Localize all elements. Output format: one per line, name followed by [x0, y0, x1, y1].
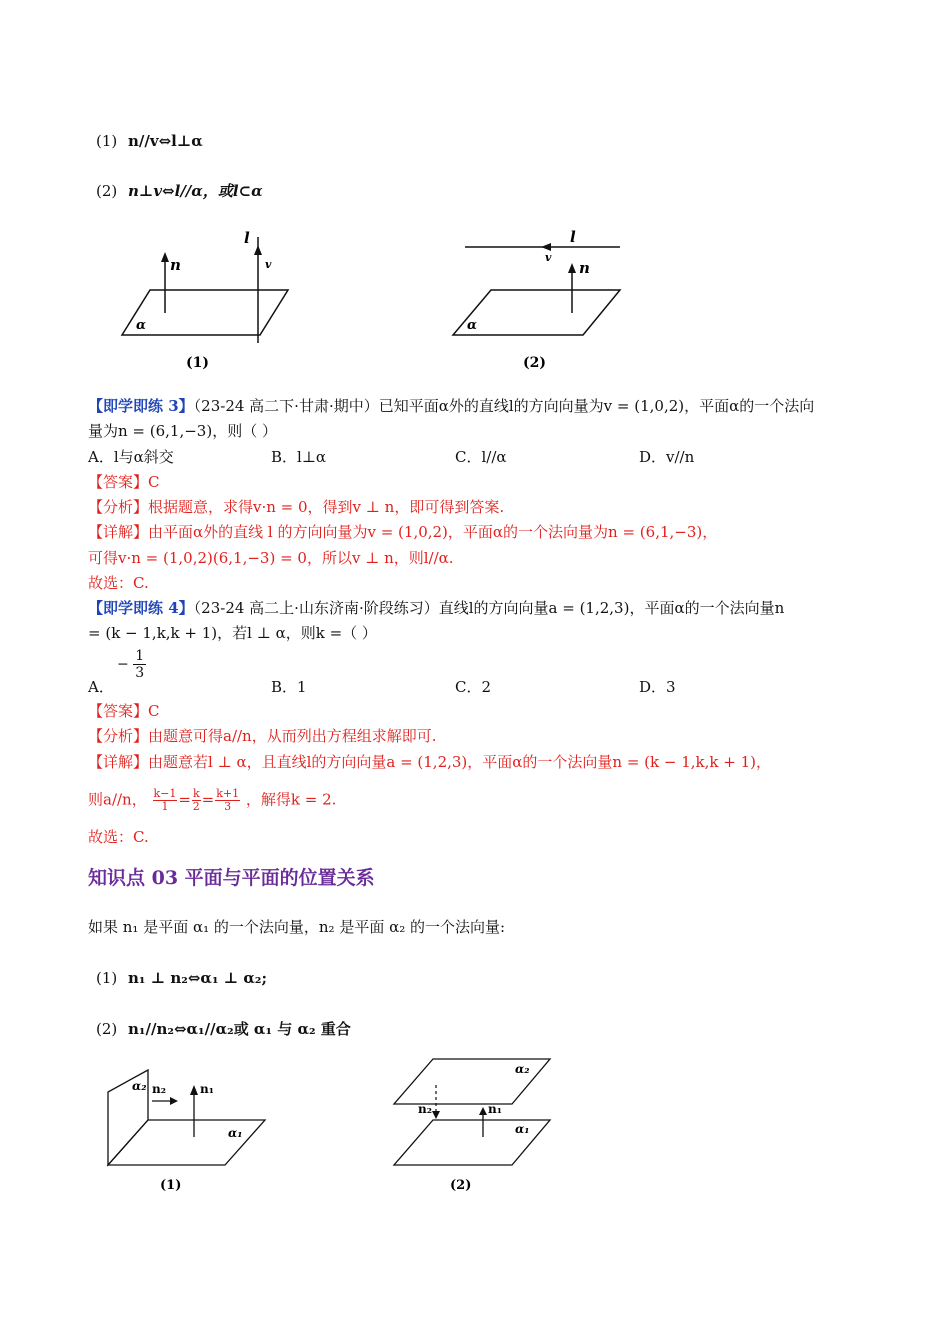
fig1-right-v-label: v: [545, 251, 552, 264]
fig2-left-a1-label: α₁: [228, 1126, 243, 1140]
q4-analysis: 【分析】由题意可得a//n，从而列出方程组求解即可.: [88, 727, 437, 745]
figure-line-plane-perpendicular: [110, 225, 310, 375]
q4-detail-suffix: ，解得k = 2.: [245, 790, 337, 809]
item-2-number: (2): [96, 182, 118, 200]
plane-item-2-text: n₁//n₂⇔α₁//α₂或 α₁ 与 α₂ 重合: [128, 1020, 351, 1038]
fig2-right-a2-label: α₂: [515, 1062, 530, 1076]
q4-fraction-3: [215, 788, 240, 813]
q4-fraction-1: [153, 788, 178, 813]
q3-tag: 【即学即练 3】: [88, 397, 194, 415]
fig1-right-caption: (2): [523, 355, 546, 371]
q4-detail-line-1: 【详解】由题意若l ⊥ α，且直线l的方向向量a = (1,2,3)，平面α的一个法向量n = (k − 1,k,k + 1)，: [88, 753, 771, 771]
q3-answer: 【答案】C: [88, 473, 160, 491]
q4-tag: 【即学即练 4】: [88, 599, 194, 617]
item-1-number: (1): [96, 132, 118, 150]
q4-detail-prefix: 则a//n，: [88, 790, 147, 809]
plane-item-2-number: (2): [96, 1020, 118, 1038]
q4-option-a-fraction: [117, 648, 146, 681]
q3-stem: 已知平面α外的直线l的方向向量为v = (1,0,2)，平面α的一个法向: [378, 397, 815, 415]
section-intro: 如果 n₁ 是平面 α₁ 的一个法向量，n₂ 是平面 α₂ 的一个法向量:: [88, 918, 506, 936]
fig2-right-caption: (2): [450, 1178, 472, 1193]
fig1-left-l-label: l: [244, 229, 250, 247]
item-2: [96, 181, 263, 201]
fig1-right-n-label: n: [579, 259, 590, 277]
q4-fraction-2-numerator: k: [192, 787, 200, 800]
q3-option-c: C．l//α: [455, 448, 507, 466]
q3-option-b: B．l⊥α: [271, 448, 327, 466]
item-2-text: n⊥v⇔l//α，或l⊂α: [128, 182, 263, 200]
q3-conclusion: 故选：C.: [88, 574, 149, 592]
fig2-left-caption: (1): [160, 1178, 182, 1193]
figure-planes-perpendicular: [100, 1065, 280, 1200]
q4-fraction-2-denominator: 2: [192, 800, 200, 813]
q3-stem-line-1: [88, 396, 814, 416]
q3-option-a: A．l与α斜交: [88, 448, 174, 466]
section-heading: 知识点 03 平面与平面的位置关系: [88, 867, 375, 889]
figure-planes-parallel: [390, 1055, 560, 1200]
q4-option-c: C．2: [455, 678, 492, 696]
q4-option-b: B．1: [271, 678, 307, 696]
fig2-left-n2-label: n₂: [152, 1082, 166, 1096]
q4-stem: 直线l的方向向量a = (1,2,3)，平面α的一个法向量n: [438, 599, 785, 617]
fig1-left-alpha-label: α: [136, 318, 147, 333]
item-1-text: n//v⇔l⊥α: [128, 132, 203, 150]
q4-option-d: D．3: [639, 678, 676, 696]
item-1: [96, 131, 203, 151]
figure-line-plane-parallel: [445, 225, 645, 375]
q4-stem-line-1: [88, 598, 784, 618]
q3-source: （23-24 高二下·甘肃·期中）: [193, 397, 379, 415]
q4-option-a-denominator: 3: [135, 665, 145, 681]
fig1-left-caption: (1): [186, 355, 209, 371]
q4-fraction-2: [192, 788, 201, 813]
plane-item-1: [96, 968, 267, 988]
q3-detail-line-2: 可得v·n = (1,0,2)(6,1,−3) = 0，所以v ⊥ n，则l//α.: [88, 549, 454, 567]
q4-option-a: A．: [88, 678, 114, 696]
fig1-right-l-label: l: [570, 228, 576, 246]
q3-analysis: 【分析】根据题意，求得v·n = 0，得到v ⊥ n，即可得到答案.: [88, 498, 505, 516]
fig2-right-n1-label: n₁: [488, 1102, 502, 1116]
q3-stem-line-2: 量为n = (6,1,−3)，则（ ）: [88, 422, 277, 440]
q4-option-a-sign: −: [117, 656, 129, 673]
fig2-right-a1-label: α₁: [515, 1122, 530, 1136]
fig2-right-n2-label: n₂: [418, 1102, 432, 1116]
q4-fraction-1-numerator: k−1: [153, 787, 177, 800]
q4-answer: 【答案】C: [88, 702, 160, 720]
q4-option-a-numerator: 1: [135, 648, 145, 664]
q4-detail-line-2: 则a//n， $\frac{k-1}{1}$ = $\frac{k}{2}$ = $\frac{k+1}{3}$ ，解得k = 2.: [88, 787, 337, 813]
fig1-left-v-label: v: [265, 258, 272, 271]
fig1-right-alpha-label: α: [467, 318, 478, 333]
q4-stem-line-2: = (k − 1,k,k + 1)，若l ⊥ α，则k =（ ）: [88, 624, 377, 642]
q4-source: （23-24 高二上·山东济南·阶段练习）: [193, 599, 439, 617]
plane-item-1-text: n₁ ⊥ n₂⇔α₁ ⊥ α₂;: [128, 969, 268, 987]
plane-item-2: [96, 1019, 351, 1039]
fig2-left-a2-label: α₂: [132, 1079, 147, 1093]
q4-conclusion: 故选：C.: [88, 828, 149, 846]
q4-fraction-3-numerator: k+1: [216, 787, 240, 800]
q3-option-d: D．v//n: [639, 448, 695, 466]
fig1-left-n-label: n: [170, 256, 181, 274]
q4-fraction-1-denominator: 1: [161, 800, 169, 813]
fig2-left-n1-label: n₁: [200, 1082, 214, 1096]
q4-fraction-3-denominator: 3: [224, 800, 232, 813]
q3-detail-line-1: 【详解】由平面α外的直线 l 的方向向量为v = (1,0,2)，平面α的一个法向量为n = (6,1,−3)，: [88, 523, 718, 541]
plane-item-1-number: (1): [96, 969, 118, 987]
